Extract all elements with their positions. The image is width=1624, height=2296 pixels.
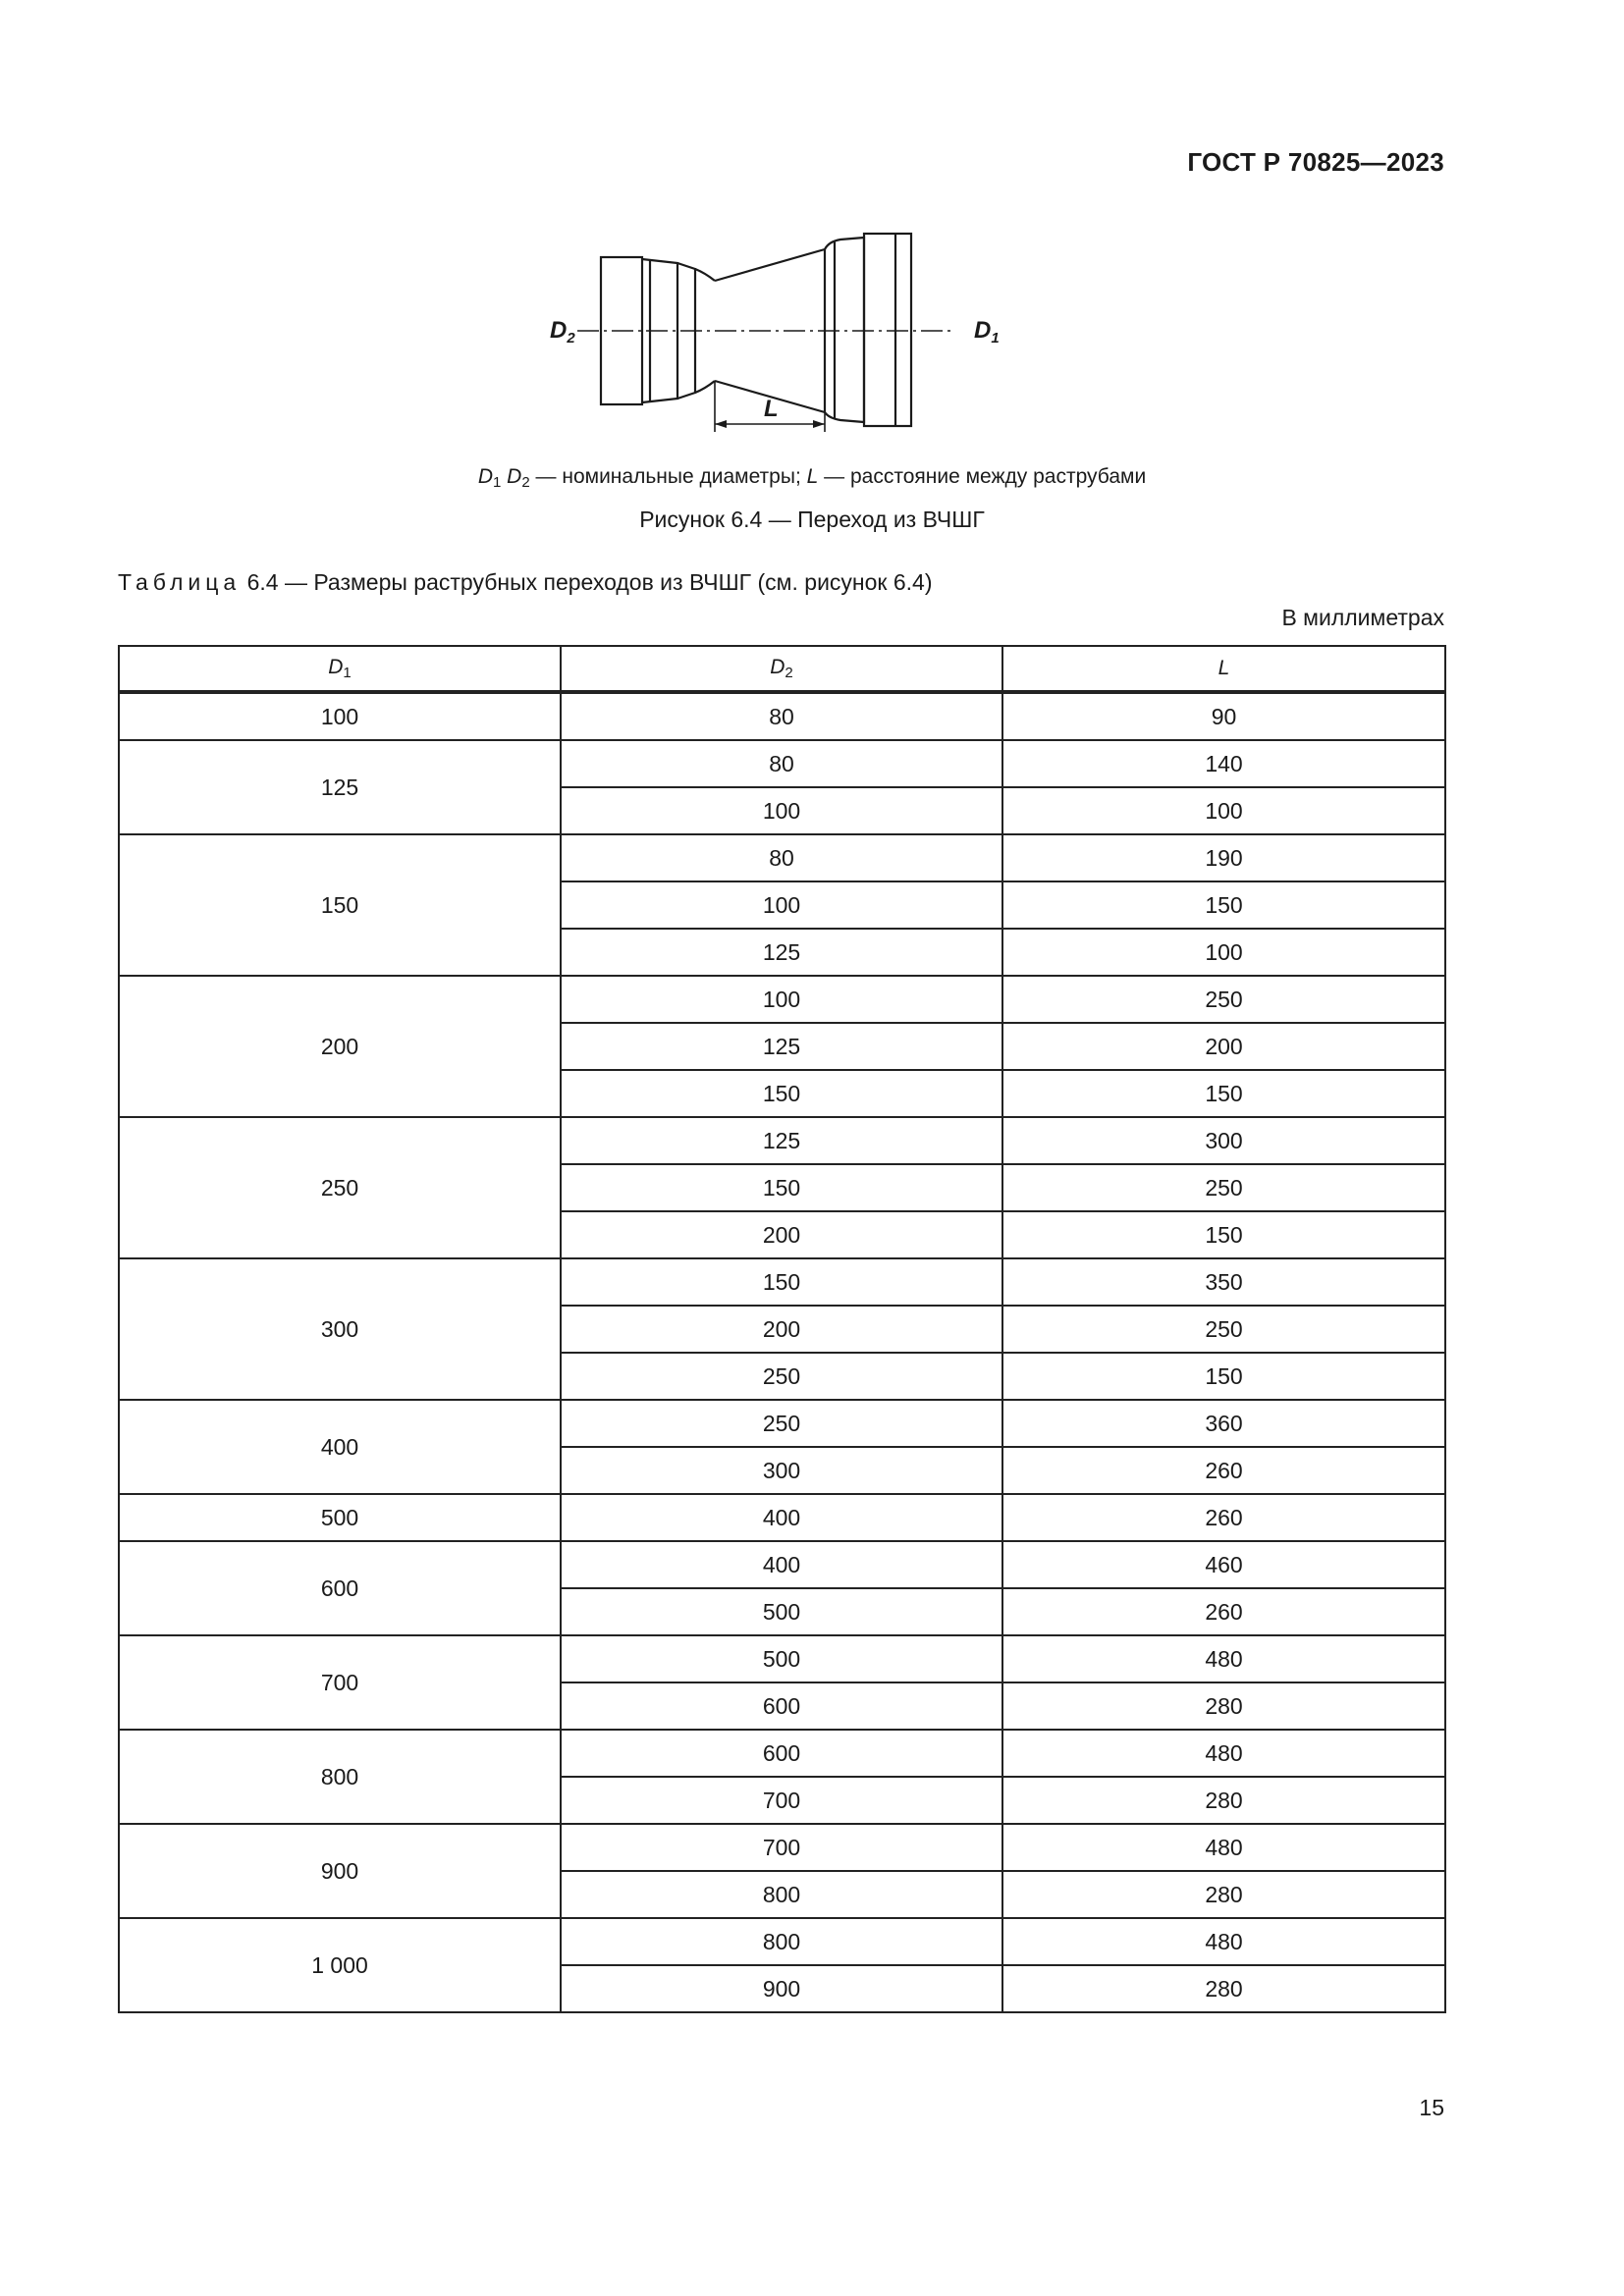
cell-d2: 200 xyxy=(561,1306,1002,1353)
cell-d2: 400 xyxy=(561,1494,1002,1541)
cell-l: 150 xyxy=(1002,881,1445,929)
cell-d2: 80 xyxy=(561,834,1002,881)
table-row xyxy=(119,1541,1445,1588)
cell-d1: 150 xyxy=(119,834,561,976)
right-socket-body xyxy=(864,234,911,426)
cell-d2: 600 xyxy=(561,1682,1002,1730)
header-l: L xyxy=(1002,646,1445,692)
cell-l: 260 xyxy=(1002,1494,1445,1541)
cell-l: 90 xyxy=(1002,692,1445,740)
cell-l: 480 xyxy=(1002,1918,1445,1965)
cell-d2: 150 xyxy=(561,1164,1002,1211)
cell-l: 480 xyxy=(1002,1824,1445,1871)
cell-l: 280 xyxy=(1002,1777,1445,1824)
cell-l: 280 xyxy=(1002,1682,1445,1730)
table-header-row xyxy=(119,646,1445,692)
cell-d2: 500 xyxy=(561,1635,1002,1682)
cell-l: 100 xyxy=(1002,929,1445,976)
table-row xyxy=(119,740,1445,787)
cell-l: 350 xyxy=(1002,1258,1445,1306)
table-row xyxy=(119,1918,1445,1965)
table-row xyxy=(119,1635,1445,1682)
cell-d2: 125 xyxy=(561,1117,1002,1164)
cell-d2: 150 xyxy=(561,1070,1002,1117)
cell-d1: 100 xyxy=(119,692,561,740)
cell-l: 150 xyxy=(1002,1070,1445,1117)
cell-l: 300 xyxy=(1002,1117,1445,1164)
cell-l: 200 xyxy=(1002,1023,1445,1070)
figure-legend: $D_1$ $D_2$ — номинальные диаметры; L — расстояние между раструбами xyxy=(477,465,1147,491)
cell-d1: 500 xyxy=(119,1494,561,1541)
table-row xyxy=(119,1258,1445,1306)
cell-d2: 250 xyxy=(561,1353,1002,1400)
table-title: Таблица 6.4 — Размеры раструбных переходов из ВЧШГ (см. рисунок 6.4) xyxy=(118,569,933,595)
cell-d1: 250 xyxy=(119,1117,561,1258)
cell-l: 100 xyxy=(1002,787,1445,834)
cell-d2: 100 xyxy=(561,787,1002,834)
cell-d2: 300 xyxy=(561,1447,1002,1494)
cell-l: 260 xyxy=(1002,1588,1445,1635)
cell-l: 150 xyxy=(1002,1211,1445,1258)
cell-d2: 125 xyxy=(561,929,1002,976)
standard-designation: ГОСТ Р 70825—2023 xyxy=(1187,147,1444,177)
table-row xyxy=(119,1400,1445,1447)
header-d1: $D_1$ xyxy=(119,646,561,692)
cell-d1: 400 xyxy=(119,1400,561,1494)
header-d2: $D_2$ xyxy=(561,646,1002,692)
table-row xyxy=(119,1824,1445,1871)
cell-l: 250 xyxy=(1002,1164,1445,1211)
cell-d2: 125 xyxy=(561,1023,1002,1070)
page-number: 15 xyxy=(1419,2095,1444,2120)
table-row xyxy=(119,1730,1445,1777)
cell-d2: 80 xyxy=(561,740,1002,787)
cell-d2: 500 xyxy=(561,1588,1002,1635)
cell-d2: 200 xyxy=(561,1211,1002,1258)
cell-d2: 700 xyxy=(561,1777,1002,1824)
cell-l: 190 xyxy=(1002,834,1445,881)
cell-l: 280 xyxy=(1002,1965,1445,2012)
label-d2: $D_2$ xyxy=(550,317,575,347)
pipe-transition-drawing xyxy=(550,226,1001,442)
cell-l: 250 xyxy=(1002,1306,1445,1353)
cell-d2: 700 xyxy=(561,1824,1002,1871)
label-l: L xyxy=(764,396,779,422)
cell-l: 480 xyxy=(1002,1730,1445,1777)
cell-l: 150 xyxy=(1002,1353,1445,1400)
cell-d1: 600 xyxy=(119,1541,561,1635)
cell-d1: 800 xyxy=(119,1730,561,1824)
figure-caption: Рисунок 6.4 — Переход из ВЧШГ xyxy=(639,507,985,532)
cell-l: 480 xyxy=(1002,1635,1445,1682)
cell-d1: 300 xyxy=(119,1258,561,1400)
cell-d2: 900 xyxy=(561,1965,1002,2012)
cell-d1: 1 000 xyxy=(119,1918,561,2012)
right-socket-neck xyxy=(825,238,864,422)
table-row xyxy=(119,1494,1445,1541)
cell-d1: 125 xyxy=(119,740,561,834)
cell-d1: 200 xyxy=(119,976,561,1117)
cell-d2: 150 xyxy=(561,1258,1002,1306)
cell-l: 260 xyxy=(1002,1447,1445,1494)
table-row xyxy=(119,1117,1445,1164)
cell-d2: 250 xyxy=(561,1400,1002,1447)
cell-l: 280 xyxy=(1002,1871,1445,1918)
cell-d1: 900 xyxy=(119,1824,561,1918)
cell-l: 250 xyxy=(1002,976,1445,1023)
cell-d2: 100 xyxy=(561,976,1002,1023)
table-row xyxy=(119,834,1445,881)
cell-d2: 100 xyxy=(561,881,1002,929)
cell-d2: 400 xyxy=(561,1541,1002,1588)
cell-d2: 600 xyxy=(561,1730,1002,1777)
cell-d2: 800 xyxy=(561,1871,1002,1918)
taper-top xyxy=(715,249,825,281)
units-note: В миллиметрах xyxy=(1281,605,1444,630)
table-row xyxy=(119,692,1445,740)
cell-l: 140 xyxy=(1002,740,1445,787)
label-d1: $D_1$ xyxy=(974,317,1000,347)
table-row xyxy=(119,976,1445,1023)
dimensions-table xyxy=(118,645,1446,2013)
cell-d2: 800 xyxy=(561,1918,1002,1965)
cell-l: 360 xyxy=(1002,1400,1445,1447)
cell-d2: 80 xyxy=(561,692,1002,740)
cell-l: 460 xyxy=(1002,1541,1445,1588)
cell-d1: 700 xyxy=(119,1635,561,1730)
